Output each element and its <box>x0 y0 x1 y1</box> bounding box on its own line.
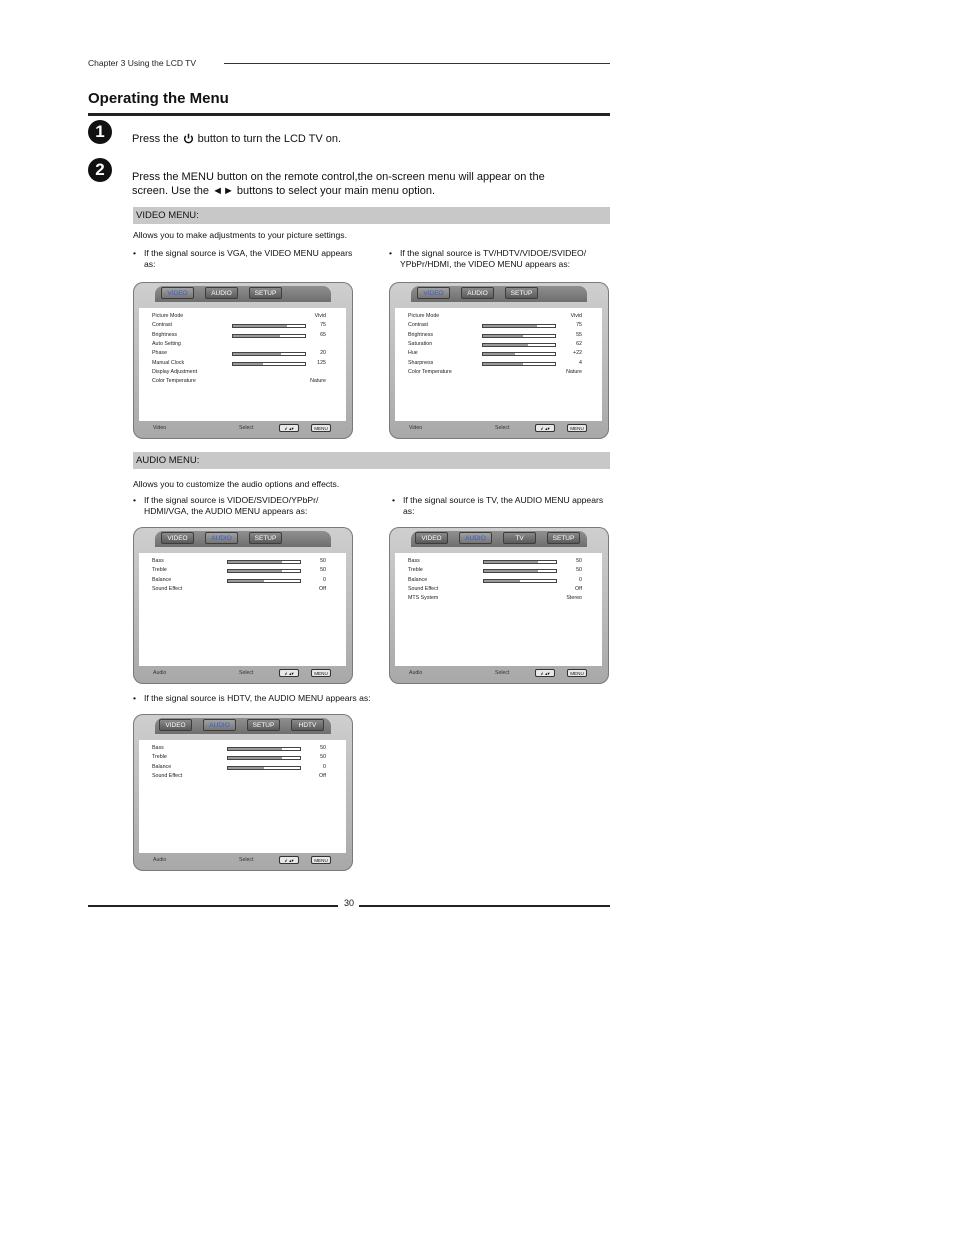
menu-row-value: 50 <box>320 745 326 751</box>
menu-footer-section: Audio <box>153 857 167 863</box>
menu-footer-menu-key: MENU <box>567 669 587 677</box>
menu-row[interactable] <box>139 773 346 782</box>
menu-row[interactable] <box>139 313 346 322</box>
menu-row-label: Bass <box>152 558 164 564</box>
menu-tab-audio[interactable]: AUDIO <box>459 532 492 544</box>
audio-bullet-hdtv: • If the signal source is HDTV, the AUDIO MENU appears as: <box>133 693 371 703</box>
menu-row-slider-fill <box>233 335 280 337</box>
menu-footer-select: Select <box>239 857 254 863</box>
menu-footer <box>139 668 346 680</box>
menu-row-slider-fill <box>228 748 282 750</box>
menu-row[interactable] <box>395 350 602 359</box>
menu-tab-video[interactable]: VIDEO <box>159 719 192 731</box>
menu-row[interactable] <box>139 567 346 576</box>
menu-tab-video[interactable]: VIDEO <box>161 287 194 299</box>
menu-row-label: Treble <box>408 567 423 574</box>
menu-tab-audio[interactable]: AUDIO <box>461 287 494 299</box>
menu-row[interactable] <box>139 754 346 763</box>
menu-footer-enter-key-icon: ↲ ▴▾ <box>535 669 555 677</box>
menu-row[interactable] <box>395 360 602 369</box>
menu-row[interactable] <box>139 586 346 595</box>
menu-footer-select: Select <box>495 425 510 431</box>
menu-footer-section: Audio <box>153 670 167 676</box>
menu-row[interactable] <box>139 369 346 378</box>
menu-row[interactable] <box>139 558 346 567</box>
menu-row-label: Color Temperature <box>408 368 452 375</box>
menu-tab-audio[interactable]: AUDIO <box>203 719 236 731</box>
menu-row-label: Auto Setting <box>152 340 181 347</box>
menu-row-value: 75 <box>320 322 326 329</box>
menu-row-value: 50 <box>320 558 326 564</box>
menu-row-slider-fill <box>484 580 520 582</box>
menu-footer-select: Select <box>239 425 254 431</box>
menu-row-label: Contrast <box>152 322 173 329</box>
menu-footer-menu-key: MENU <box>311 856 331 864</box>
menu-row-value: Off <box>319 585 326 592</box>
audio-menu-desc: Allows you to customize the audio options and effects. <box>133 479 340 489</box>
menu-row-slider[interactable] <box>227 569 301 573</box>
menu-row[interactable] <box>139 341 346 350</box>
menu-row[interactable] <box>139 745 346 754</box>
menu-row-value: 55 <box>576 331 582 338</box>
menu-tab-audio[interactable]: AUDIO <box>205 287 238 299</box>
menu-footer-select: Select <box>239 670 254 676</box>
menu-row-label: Sound Effect <box>152 585 183 592</box>
title-rule <box>88 113 610 116</box>
menu-panel <box>139 740 346 853</box>
page-title: Operating the Menu <box>88 90 229 107</box>
menu-row-value: Nature <box>310 378 326 385</box>
menu-row-slider-fill <box>483 353 515 355</box>
menu-row-value: 75 <box>576 322 582 329</box>
menu-row[interactable] <box>139 577 346 586</box>
menu-tab-setup[interactable]: SETUP <box>249 532 282 544</box>
step-2-line2: screen. Use the ◄► buttons to select your main menu option. <box>132 185 436 197</box>
menu-row-slider[interactable] <box>227 747 301 751</box>
menu-row-slider-fill <box>233 325 287 327</box>
menu-footer-section: Audio <box>409 670 423 676</box>
page-number: 30 <box>343 898 354 908</box>
menu-panel <box>395 308 602 421</box>
footer-rule-left <box>88 905 338 907</box>
power-icon <box>183 133 194 144</box>
menu-row-label: Sharpness <box>408 359 434 366</box>
menu-row-slider-fill <box>228 561 282 563</box>
menu-footer-section: Video <box>153 425 167 431</box>
step-1-text <box>132 132 341 146</box>
footer-rule-right <box>359 905 610 907</box>
menu-row-value: 20 <box>320 350 326 357</box>
menu-row-label: Bass <box>408 558 420 564</box>
header-rule <box>224 63 610 64</box>
menu-row[interactable] <box>139 322 346 331</box>
menu-row-slider[interactable] <box>483 579 557 583</box>
menu-row-value: 0 <box>323 763 326 770</box>
menu-row-value: 4 <box>579 359 582 366</box>
menu-footer-select: Select <box>495 670 510 676</box>
video-menu-heading: VIDEO MENU: <box>133 207 610 224</box>
menu-footer-menu-key: MENU <box>567 424 587 432</box>
menu-row[interactable] <box>395 332 602 341</box>
menu-row-slider-fill <box>483 363 523 365</box>
menu-row-label: Saturation <box>408 340 433 347</box>
menu-tab-setup[interactable]: SETUP <box>247 719 280 731</box>
menu-row-value: 62 <box>576 340 582 347</box>
menu-row[interactable] <box>395 322 602 331</box>
menu-row[interactable] <box>395 369 602 378</box>
menu-footer <box>395 668 602 680</box>
menu-row-label: Balance <box>152 576 172 583</box>
menu-tab-video[interactable]: VIDEO <box>415 532 448 544</box>
menu-row-value: 0 <box>323 576 326 583</box>
step-1-after: button to turn the LCD TV on. <box>197 133 342 145</box>
menu-row-label: Brightness <box>152 331 178 338</box>
menu-row[interactable] <box>395 313 602 322</box>
menu-tab-setup[interactable]: SETUP <box>505 287 538 299</box>
menu-panel <box>139 553 346 666</box>
menu-row-slider-fill <box>483 335 523 337</box>
menu-row-value: 50 <box>576 567 582 574</box>
menu-footer <box>395 423 602 435</box>
menu-row[interactable] <box>139 764 346 773</box>
menu-row-label: MTS System <box>408 595 439 602</box>
menu-panel <box>139 308 346 421</box>
menu-row-value: 125 <box>317 359 326 366</box>
menu-row-slider-fill <box>484 561 538 563</box>
video-menu-desc: Allows you to make adjustments to your picture settings. <box>133 230 347 240</box>
menu-row-slider-fill <box>228 580 264 582</box>
menu-row-label: Sound Effect <box>152 772 183 779</box>
menu-row-value: 0 <box>579 576 582 583</box>
menu-tab-tv[interactable]: TV <box>503 532 536 544</box>
menu-row-slider[interactable] <box>232 334 306 338</box>
step-2-line1: Press the MENU button on the remote control,the on-screen menu will appear on the <box>132 171 545 183</box>
menu-row-label: Picture Mode <box>152 313 184 319</box>
menu-row-slider-fill <box>483 325 537 327</box>
menu-row-slider-fill <box>484 570 538 572</box>
menu-row-label: Sound Effect <box>408 585 439 592</box>
menu-row-slider[interactable] <box>232 362 306 366</box>
menu-row-slider[interactable] <box>227 766 301 770</box>
menu-row-slider[interactable] <box>482 334 556 338</box>
menu-row[interactable] <box>395 567 602 576</box>
menu-row-value: Vivid <box>314 313 326 319</box>
step-1-number: 1 <box>88 120 112 144</box>
audio-bullet-std: • If the signal source is VIDOE/SVIDEO/YPbPr/ HDMI/VGA, the AUDIO MENU appears as: <box>133 495 319 516</box>
menu-row-slider[interactable] <box>482 352 556 356</box>
menu-row-slider-fill <box>483 344 528 346</box>
menu-row-slider-fill <box>228 757 282 759</box>
menu-row[interactable] <box>139 360 346 369</box>
menu-row-label: Treble <box>152 754 167 761</box>
menu-row-label: Balance <box>152 763 172 770</box>
menu-row-slider[interactable] <box>482 343 556 347</box>
menu-row[interactable] <box>395 341 602 350</box>
menu-footer <box>139 855 346 867</box>
step-1-before: Press the <box>132 133 179 145</box>
menu-row[interactable] <box>395 595 602 604</box>
menu-row-slider[interactable] <box>227 756 301 760</box>
video-menu-tv <box>389 282 609 439</box>
menu-row-slider[interactable] <box>227 560 301 564</box>
menu-row-value: Stereo <box>566 595 582 602</box>
menu-row-slider[interactable] <box>483 560 557 564</box>
menu-row-slider[interactable] <box>227 579 301 583</box>
menu-tab-video[interactable]: VIDEO <box>417 287 450 299</box>
audio-menu-hdtv <box>133 714 353 871</box>
menu-row[interactable] <box>395 586 602 595</box>
menu-tab-audio[interactable]: AUDIO <box>205 532 238 544</box>
menu-row-label: Picture Mode <box>408 313 440 319</box>
menu-row-slider-fill <box>233 353 281 355</box>
audio-menu-std <box>133 527 353 684</box>
audio-menu-heading: AUDIO MENU: <box>133 452 610 469</box>
chapter-header: Chapter 3 Using the LCD TV <box>88 58 197 68</box>
menu-row-label: Phase <box>152 350 168 357</box>
menu-row[interactable] <box>395 558 602 567</box>
menu-row-label: Brightness <box>408 331 434 338</box>
menu-row-label: Display Adjustment <box>152 368 198 375</box>
menu-row-slider-fill <box>228 570 282 572</box>
menu-tab-hdtv[interactable]: HDTV <box>291 719 324 731</box>
menu-footer-enter-key-icon: ↲ ▴▾ <box>535 424 555 432</box>
menu-footer-enter-key-icon: ↲ ▴▾ <box>279 424 299 432</box>
menu-row-label: Hue <box>408 350 418 357</box>
menu-row-slider-fill <box>228 767 264 769</box>
menu-row-value: 65 <box>320 331 326 338</box>
menu-footer <box>139 423 346 435</box>
menu-row-value: 50 <box>320 754 326 761</box>
menu-footer-enter-key-icon: ↲ ▴▾ <box>279 856 299 864</box>
menu-row-slider[interactable] <box>482 324 556 328</box>
menu-row-value: Off <box>575 585 582 592</box>
menu-footer-menu-key: MENU <box>311 424 331 432</box>
menu-row[interactable] <box>395 577 602 586</box>
menu-row-slider[interactable] <box>232 324 306 328</box>
menu-footer-menu-key: MENU <box>311 669 331 677</box>
menu-row-label: Color Temperature <box>152 378 196 385</box>
menu-row-label: Contrast <box>408 322 429 329</box>
video-menu-vga <box>133 282 353 439</box>
menu-row-label: Manual Clock <box>152 359 185 366</box>
menu-row-value: +22 <box>573 350 582 357</box>
menu-tab-setup[interactable]: SETUP <box>249 287 282 299</box>
menu-tab-setup[interactable]: SETUP <box>547 532 580 544</box>
menu-row-value: Nature <box>566 368 582 375</box>
menu-row[interactable] <box>139 350 346 359</box>
menu-row-slider[interactable] <box>483 569 557 573</box>
video-bullet-tv: • If the signal source is TV/HDTV/VIDOE/SVIDEO/ YPbPr/HDMI, the VIDEO MENU appears as: <box>389 248 587 269</box>
step-2-number: 2 <box>88 158 112 182</box>
audio-menu-tv <box>389 527 609 684</box>
menu-row-slider[interactable] <box>232 352 306 356</box>
menu-row-value: 50 <box>576 558 582 564</box>
menu-tab-video[interactable]: VIDEO <box>161 532 194 544</box>
menu-panel <box>395 553 602 666</box>
menu-row[interactable] <box>139 378 346 387</box>
menu-row-label: Bass <box>152 745 164 751</box>
menu-row-slider-fill <box>233 363 263 365</box>
menu-row-label: Treble <box>152 567 167 574</box>
menu-row-label: Balance <box>408 576 428 583</box>
video-bullet-vga: • If the signal source is VGA, the VIDEO MENU appears as: <box>133 248 353 269</box>
menu-row-value: 50 <box>320 567 326 574</box>
menu-row-value: Off <box>319 772 326 779</box>
menu-footer-enter-key-icon: ↲ ▴▾ <box>279 669 299 677</box>
menu-row[interactable] <box>139 332 346 341</box>
audio-bullet-tv: • If the signal source is TV, the AUDIO MENU appears as: <box>392 495 604 516</box>
menu-footer-section: Video <box>409 425 423 431</box>
menu-row-slider[interactable] <box>482 362 556 366</box>
menu-row-value: Vivid <box>570 313 582 319</box>
